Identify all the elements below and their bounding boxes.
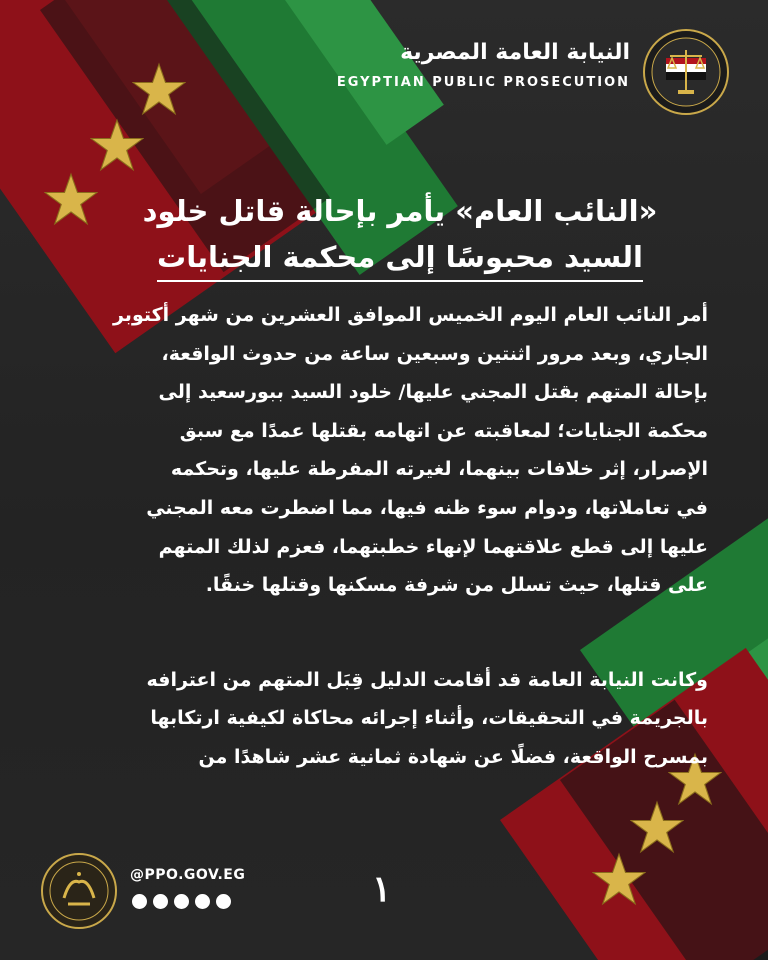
body-line: في تعاملاتها، ودوام سوء ظنه فيها، مما اضطرت معه المجني xyxy=(146,496,708,519)
star-icon xyxy=(592,852,646,906)
star-icon xyxy=(630,800,684,854)
social-icons xyxy=(132,894,231,909)
instagram-icon[interactable] xyxy=(216,894,231,909)
body-line: الجاري، وبعد مرور اثنتين وسبعين ساعة من حدوث الواقعة، xyxy=(161,342,708,365)
org-name-arabic: النيابة العامة المصرية xyxy=(400,40,630,65)
body-line: عليها إلى قطع علاقتهما لإنهاء خطبتهما، فعزم لذلك المتهم xyxy=(158,535,708,558)
body-line: بالجريمة في التحقيقات، وأثناء إجرائه محاكاة لكيفية ارتكابها xyxy=(150,707,708,730)
body-line: على قتلها، حيث تسلل من شرفة مسكنها وقتلها خنقًا. xyxy=(205,574,708,597)
body-line: بمسرح الواقعة، فضلًا عن شهادة ثمانية عشر شاهدًا من xyxy=(198,745,708,768)
body-line: بإحالة المتهم بقتل المجني عليها/ خلود السيد ببورسعيد إلى xyxy=(158,381,708,404)
org-name-english: EGYPTIAN PUBLIC PROSECUTION xyxy=(336,75,630,90)
article-body xyxy=(48,296,708,777)
star-icon xyxy=(132,62,186,116)
media-department-logo-icon xyxy=(40,852,118,930)
prosecution-seal-icon xyxy=(642,28,730,116)
org-titles xyxy=(337,40,630,90)
paragraph-gap xyxy=(48,605,708,661)
soundcloud-icon[interactable] xyxy=(195,894,210,909)
header xyxy=(230,28,730,118)
twitter-icon[interactable] xyxy=(153,894,168,909)
website-handle[interactable]: @PPO.GOV.EG xyxy=(130,867,246,883)
body-line: أمر النائب العام اليوم الخميس الموافق العشرين من شهر أكتوبر xyxy=(112,304,708,326)
star-icon xyxy=(90,118,144,172)
headline xyxy=(120,188,680,282)
page-number: ١ xyxy=(372,868,392,910)
headline-line-1: «النائب العام» يأمر بإحالة قاتل خلود xyxy=(142,194,658,228)
headline-line-2: السيد محبوسًا إلى محكمة الجنايات xyxy=(157,234,643,282)
facebook-icon[interactable] xyxy=(132,894,147,909)
body-line: محكمة الجنايات؛ لمعاقبته عن اتهامه بقتلها عمدًا مع سبق xyxy=(179,419,708,442)
body-line: الإصرار، إثر خلافات بينهما، لغيرته المفرطة عليها، وتحكمه xyxy=(170,458,708,481)
body-line: وكانت النيابة العامة قد أقامت الدليل قِبَل المتهم من اعترافه xyxy=(146,668,708,691)
star-icon xyxy=(44,172,98,226)
youtube-icon[interactable] xyxy=(174,894,189,909)
